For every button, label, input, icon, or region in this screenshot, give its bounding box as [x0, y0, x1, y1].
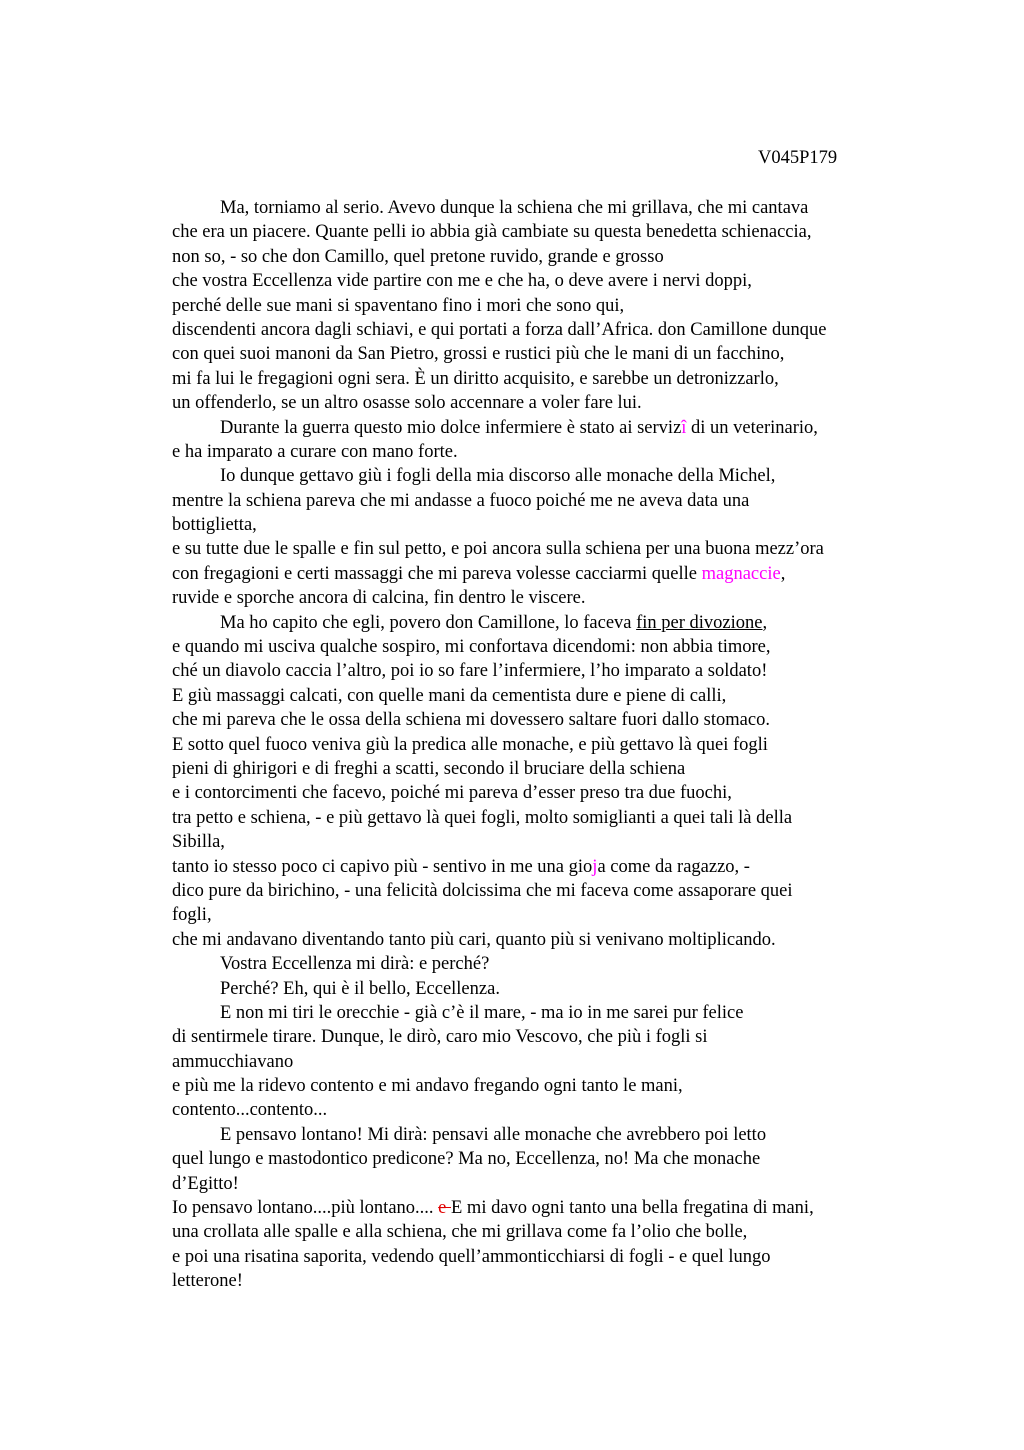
text-line — [172, 367, 912, 391]
text-line — [172, 1172, 912, 1196]
text-segment: letterone! — [172, 1271, 243, 1292]
text-line — [172, 1196, 912, 1220]
text-segment: a come da ragazzo, - — [597, 856, 750, 877]
text-segment: contento...contento... — [172, 1100, 328, 1121]
text-segment: E non mi tiri le orecchie - già c’è il mare, - ma io in me sarei pur felice — [220, 1002, 744, 1023]
text-line — [172, 757, 912, 781]
text-segment: Durante la guerra questo mio dolce infermiere è stato ai serviz — [220, 417, 682, 438]
text-segment: mi fa lui le fregagioni ogni sera. È un diritto acquisito, e sarebbe un detronizzarlo, — [172, 368, 779, 389]
text-segment: che vostra Eccellenza vide partire con me e che ha, o deve avere i nervi doppi, — [172, 271, 752, 292]
text-segment: che mi andavano diventando tanto più cari, quanto più si venivano moltiplicando. — [172, 929, 776, 950]
text-segment: E pensavo lontano! Mi dirà: pensavi alle monache che avrebbero poi letto — [220, 1124, 767, 1145]
text-segment: quel lungo e mastodontico predicone? Ma no, Eccellenza, no! Ma che monache — [172, 1149, 761, 1170]
text-segment: che era un piacere. Quante pelli io abbia già cambiate su questa benedetta schienaccia, — [172, 222, 812, 243]
text-segment: con quei suoi manoni da San Pietro, grossi e rustici più che le mani di un facchino, — [172, 344, 785, 365]
text-segment: di sentirmele tirare. Dunque, le dirò, caro mio Vescovo, che più i fogli si — [172, 1027, 708, 1048]
text-line — [172, 562, 912, 586]
text-segment: di un veterinario, — [686, 417, 818, 438]
text-segment: ché un diavolo caccia l’altro, poi io so fare l’infermiere, l’ho imparato a soldato! — [172, 661, 768, 682]
text-line — [172, 903, 912, 927]
text-line — [172, 977, 912, 1001]
text-line — [172, 245, 912, 269]
text-line — [172, 489, 912, 513]
body-text — [172, 196, 912, 1294]
text-segment: una crollata alle spalle e alla schiena, che mi grillava come fa l’olio che bolle, — [172, 1222, 748, 1243]
text-line — [172, 537, 912, 561]
text-line — [172, 269, 912, 293]
text-segment: Perché? Eh, qui è il bello, Eccellenza. — [220, 978, 500, 999]
text-segment: perché delle sue mani si spaventano fino i mori che sono qui, — [172, 295, 625, 316]
text-segment: Sibilla, — [172, 832, 225, 853]
text-segment: Io pensavo lontano....più lontano.... — [172, 1198, 439, 1219]
text-segment: Vostra Eccellenza mi dirà: e perché? — [220, 954, 490, 975]
text-segment: e quando mi usciva qualche sospiro, mi confortava dicendomi: non abbia timore, — [172, 637, 771, 658]
text-line — [172, 440, 912, 464]
text-segment: tanto io stesso poco ci capivo più - sentivo in me una gio — [172, 856, 593, 877]
text-segment: e i contorcimenti che facevo, poiché mi pareva d’esser preso tra due fuochi, — [172, 783, 732, 804]
text-segment: d’Egitto! — [172, 1173, 239, 1194]
text-segment: e ha imparato a curare con mano forte. — [172, 441, 458, 462]
text-line — [172, 294, 912, 318]
text-segment: Ma ho capito che egli, povero don Camillone, lo faceva — [220, 612, 637, 633]
text-segment: ammucchiavano — [172, 1051, 294, 1072]
text-segment: e poi una risatina saporita, vedendo quell’ammonticchiarsi di fogli - e quel lungo — [172, 1246, 771, 1267]
text-segment: che mi pareva che le ossa della schiena mi dovessero saltare fuori dallo stomaco. — [172, 710, 770, 731]
text-line — [172, 1245, 912, 1269]
text-segment: E giù massaggi calcati, con quelle mani da cementista dure e piene di calli, — [172, 685, 727, 706]
text-line — [172, 659, 912, 683]
text-line — [172, 635, 912, 659]
page-identifier: V045P179 — [758, 148, 838, 168]
underlined-text: fin per divozione — [636, 612, 763, 633]
text-line — [172, 684, 912, 708]
text-line — [172, 464, 912, 488]
text-segment: non so, - so che don Camillo, quel pretone ruvido, grande e grosso — [172, 246, 664, 267]
text-line — [172, 1098, 912, 1122]
text-line — [172, 806, 912, 830]
highlighted-text: magnaccie — [701, 563, 781, 584]
text-line — [172, 1220, 912, 1244]
text-segment: E sotto quel fuoco veniva giù la predica alle monache, e più gettavo là quei fogli — [172, 734, 768, 755]
text-segment: tra petto e schiena, - e più gettavo là quei fogli, molto somiglianti a quei tali là della — [172, 807, 793, 828]
text-segment: un offenderlo, se un altro osasse solo accennare a voler fare lui. — [172, 393, 642, 414]
text-line — [172, 1050, 912, 1074]
text-line — [172, 733, 912, 757]
text-line — [172, 391, 912, 415]
text-line — [172, 318, 912, 342]
text-line — [172, 830, 912, 854]
text-segment: dico pure da birichino, - una felicità dolcissima che mi faceva come assaporare quei — [172, 880, 793, 901]
text-line — [172, 586, 912, 610]
text-line — [172, 781, 912, 805]
text-line — [172, 1074, 912, 1098]
text-segment: Io dunque gettavo giù i fogli della mia discorso alle monache della Michel, — [220, 466, 776, 487]
text-segment: discendenti ancora dagli schiavi, e qui portati a forza dall’Africa. don Camillone dunque — [172, 319, 827, 340]
text-segment: Ma, torniamo al serio. Avevo dunque la schiena che mi grillava, che mi cantava — [220, 198, 809, 218]
text-segment: bottiglietta, — [172, 515, 257, 536]
text-line — [172, 855, 912, 879]
text-line — [172, 708, 912, 732]
text-line — [172, 879, 912, 903]
text-line — [172, 611, 912, 635]
text-line — [172, 1001, 912, 1025]
text-segment: , — [762, 612, 768, 633]
text-line — [172, 342, 912, 366]
text-segment: con fregagioni e certi massaggi che mi pareva volesse cacciarmi quelle — [172, 563, 702, 584]
text-segment: e su tutte due le spalle e fin sul petto, e poi ancora sulla schiena per una buona mezz’ora — [172, 539, 824, 560]
text-line — [172, 416, 912, 440]
text-line — [172, 513, 912, 537]
text-line — [172, 1025, 912, 1049]
text-line — [172, 1147, 912, 1171]
struck-text: e — [438, 1198, 451, 1219]
text-segment: E mi davo ogni tanto una bella fregatina di mani, — [451, 1198, 814, 1219]
text-segment: fogli, — [172, 905, 212, 926]
text-line — [172, 952, 912, 976]
text-segment: pieni di ghirigori e di freghi a scatti, secondo il bruciare della schiena — [172, 758, 686, 779]
highlighted-text: j — [592, 856, 598, 877]
text-line — [172, 1269, 912, 1293]
text-line — [172, 1123, 912, 1147]
text-line — [172, 196, 912, 220]
text-segment: ruvide e sporche ancora di calcina, fin dentro le viscere. — [172, 588, 586, 609]
text-segment: , — [780, 563, 786, 584]
highlighted-text: î — [681, 417, 687, 438]
text-segment: mentre la schiena pareva che mi andasse a fuoco poiché me ne aveva data una — [172, 490, 750, 511]
text-line — [172, 928, 912, 952]
text-line — [172, 220, 912, 244]
text-segment: e più me la ridevo contento e mi andavo fregando ogni tanto le mani, — [172, 1076, 683, 1097]
